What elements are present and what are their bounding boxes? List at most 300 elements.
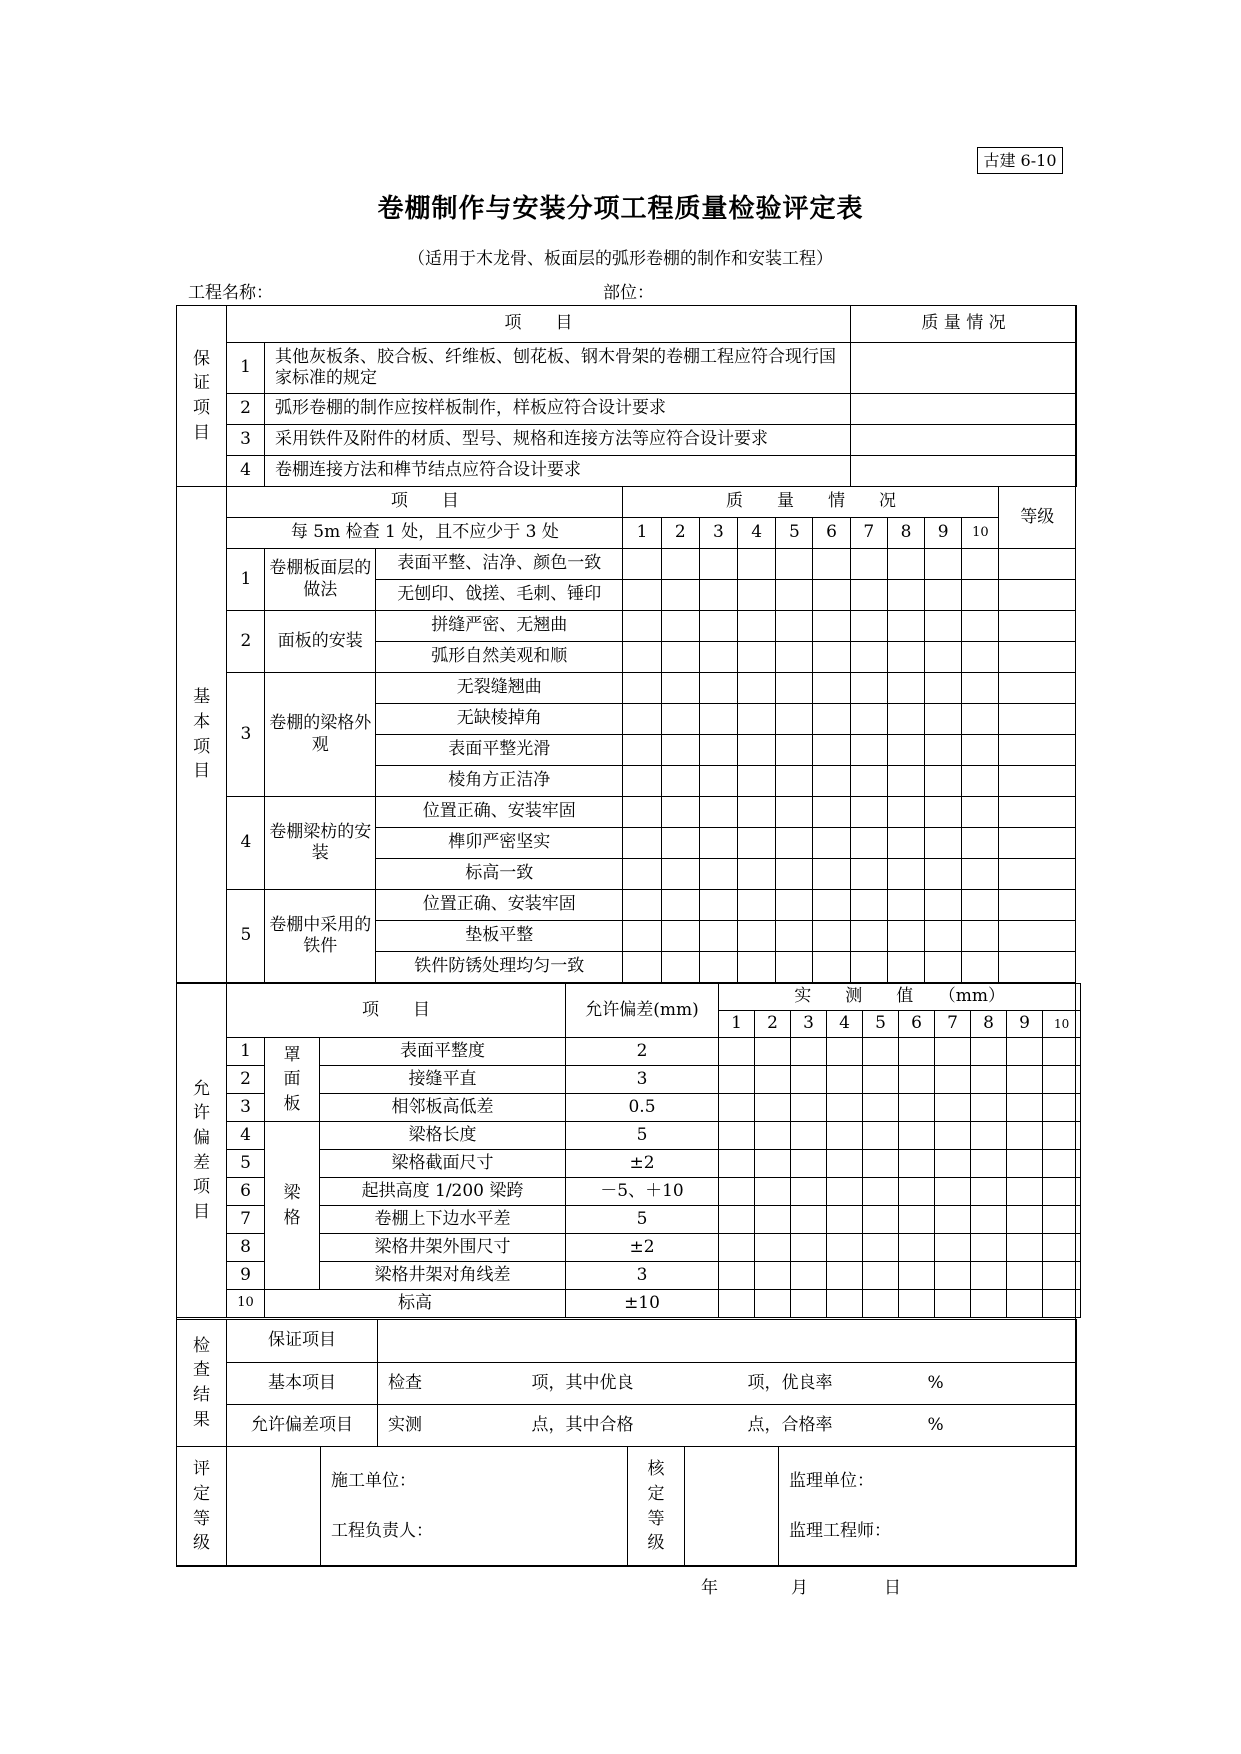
basic-cell[interactable] bbox=[925, 890, 962, 921]
result-basic-check: 检查 bbox=[378, 1363, 522, 1405]
basic-cell[interactable] bbox=[962, 859, 999, 890]
verify-grade-cell[interactable] bbox=[685, 1447, 779, 1567]
measured-cell[interactable] bbox=[827, 1234, 863, 1262]
result-tolerance-percent: % bbox=[928, 1405, 1077, 1447]
basic-cell[interactable] bbox=[623, 704, 661, 735]
basic-cell[interactable] bbox=[623, 828, 661, 859]
basic-cell[interactable] bbox=[887, 797, 924, 828]
tolerance-num: 3 bbox=[791, 1011, 827, 1038]
measured-cell[interactable] bbox=[791, 1234, 827, 1262]
basic-cell[interactable] bbox=[738, 890, 776, 921]
basic-group-name: 卷棚中采用的铁件 bbox=[265, 890, 376, 983]
basic-cell[interactable] bbox=[962, 797, 999, 828]
basic-cell[interactable] bbox=[699, 766, 737, 797]
basic-cell[interactable] bbox=[699, 580, 737, 611]
basic-grade-cell[interactable] bbox=[999, 828, 1076, 859]
measured-cell[interactable] bbox=[935, 1094, 971, 1122]
basic-sub-item: 棱角方正洁净 bbox=[376, 766, 623, 797]
measured-cell[interactable] bbox=[1043, 1038, 1081, 1066]
basic-cell[interactable] bbox=[925, 766, 962, 797]
measured-cell[interactable] bbox=[1043, 1234, 1081, 1262]
tolerance-row-item: 梁格井架对角线差 bbox=[320, 1262, 566, 1290]
basic-cell[interactable] bbox=[813, 642, 850, 673]
tolerance-num: 1 bbox=[719, 1011, 755, 1038]
basic-cell[interactable] bbox=[850, 549, 887, 580]
tolerance-col-allow: 允许偏差(mm) bbox=[566, 984, 719, 1038]
measured-cell[interactable] bbox=[719, 1094, 755, 1122]
basic-cell[interactable] bbox=[661, 828, 699, 859]
basic-grade-cell[interactable] bbox=[999, 704, 1076, 735]
measured-cell[interactable] bbox=[935, 1206, 971, 1234]
basic-cell[interactable] bbox=[962, 704, 999, 735]
verify-side-label: 核定等级 bbox=[628, 1447, 685, 1567]
measured-cell[interactable] bbox=[935, 1290, 971, 1318]
basic-grade-cell[interactable] bbox=[999, 890, 1076, 921]
basic-grade-cell[interactable] bbox=[999, 797, 1076, 828]
basic-grade-cell[interactable] bbox=[999, 549, 1076, 580]
basic-cell[interactable] bbox=[661, 673, 699, 704]
measured-cell[interactable] bbox=[971, 1206, 1007, 1234]
measured-cell[interactable] bbox=[755, 1038, 791, 1066]
tolerance-row-allow: ±2 bbox=[566, 1150, 719, 1178]
basic-cell[interactable] bbox=[850, 766, 887, 797]
measured-cell[interactable] bbox=[935, 1234, 971, 1262]
basic-cell[interactable] bbox=[813, 704, 850, 735]
basic-cell[interactable] bbox=[661, 859, 699, 890]
measured-cell[interactable] bbox=[935, 1066, 971, 1094]
basic-cell[interactable] bbox=[776, 952, 813, 983]
measured-cell[interactable] bbox=[719, 1066, 755, 1094]
measured-cell[interactable] bbox=[791, 1178, 827, 1206]
basic-cell[interactable] bbox=[661, 704, 699, 735]
basic-grade-cell[interactable] bbox=[999, 921, 1076, 952]
measured-cell[interactable] bbox=[1043, 1122, 1081, 1150]
basic-cell[interactable] bbox=[962, 611, 999, 642]
basic-cell[interactable] bbox=[776, 735, 813, 766]
measured-cell[interactable] bbox=[827, 1206, 863, 1234]
measured-cell[interactable] bbox=[719, 1122, 755, 1150]
basic-cell[interactable] bbox=[925, 952, 962, 983]
measured-cell[interactable] bbox=[719, 1290, 755, 1318]
measured-cell[interactable] bbox=[755, 1290, 791, 1318]
measured-cell[interactable] bbox=[899, 1066, 935, 1094]
measured-cell[interactable] bbox=[1007, 1066, 1043, 1094]
basic-cell[interactable] bbox=[850, 580, 887, 611]
evaluation-grade-cell[interactable] bbox=[227, 1447, 321, 1567]
measured-cell[interactable] bbox=[971, 1066, 1007, 1094]
result-guarantee-value[interactable] bbox=[378, 1320, 1077, 1363]
tolerance-row-item: 标高 bbox=[265, 1290, 566, 1318]
basic-cell[interactable] bbox=[925, 859, 962, 890]
measured-cell[interactable] bbox=[827, 1038, 863, 1066]
basic-cell[interactable] bbox=[887, 704, 924, 735]
basic-cell[interactable] bbox=[776, 704, 813, 735]
basic-cell[interactable] bbox=[850, 735, 887, 766]
measured-cell[interactable] bbox=[1007, 1150, 1043, 1178]
guarantee-row-text: 采用铁件及附件的材质、型号、规格和连接方法等应符合设计要求 bbox=[265, 425, 851, 456]
basic-cell[interactable] bbox=[962, 642, 999, 673]
basic-num: 9 bbox=[925, 518, 962, 549]
measured-cell[interactable] bbox=[935, 1150, 971, 1178]
measured-cell[interactable] bbox=[827, 1290, 863, 1318]
measured-cell[interactable] bbox=[1043, 1262, 1081, 1290]
basic-grade-cell[interactable] bbox=[999, 952, 1076, 983]
basic-cell[interactable] bbox=[738, 549, 776, 580]
basic-cell[interactable] bbox=[962, 549, 999, 580]
measured-cell[interactable] bbox=[791, 1290, 827, 1318]
basic-group-name: 面板的安装 bbox=[265, 611, 376, 673]
measured-cell[interactable] bbox=[755, 1150, 791, 1178]
basic-cell[interactable] bbox=[699, 890, 737, 921]
basic-cell[interactable] bbox=[962, 828, 999, 859]
basic-cell[interactable] bbox=[813, 611, 850, 642]
basic-cell[interactable] bbox=[776, 921, 813, 952]
measured-cell[interactable] bbox=[1007, 1094, 1043, 1122]
measured-cell[interactable] bbox=[1043, 1150, 1081, 1178]
basic-cell[interactable] bbox=[661, 580, 699, 611]
basic-cell[interactable] bbox=[623, 735, 661, 766]
measured-cell[interactable] bbox=[971, 1038, 1007, 1066]
evaluation-section bbox=[176, 1446, 1077, 1567]
basic-cell[interactable] bbox=[699, 797, 737, 828]
measured-cell[interactable] bbox=[1043, 1178, 1081, 1206]
measured-cell[interactable] bbox=[863, 1262, 899, 1290]
basic-cell[interactable] bbox=[623, 611, 661, 642]
measured-cell[interactable] bbox=[971, 1290, 1007, 1318]
basic-cell[interactable] bbox=[887, 611, 924, 642]
basic-cell[interactable] bbox=[813, 766, 850, 797]
basic-cell[interactable] bbox=[738, 642, 776, 673]
guarantee-quality-cell[interactable] bbox=[851, 456, 1077, 487]
measured-cell[interactable] bbox=[971, 1122, 1007, 1150]
basic-cell[interactable] bbox=[699, 921, 737, 952]
basic-cell[interactable] bbox=[813, 952, 850, 983]
measured-cell[interactable] bbox=[755, 1066, 791, 1094]
basic-cell[interactable] bbox=[850, 828, 887, 859]
measured-cell[interactable] bbox=[935, 1262, 971, 1290]
basic-cell[interactable] bbox=[623, 859, 661, 890]
basic-cell[interactable] bbox=[887, 952, 924, 983]
basic-cell[interactable] bbox=[776, 673, 813, 704]
basic-cell[interactable] bbox=[850, 673, 887, 704]
basic-cell[interactable] bbox=[887, 921, 924, 952]
basic-cell[interactable] bbox=[738, 766, 776, 797]
measured-cell[interactable] bbox=[1007, 1038, 1043, 1066]
measured-cell[interactable] bbox=[719, 1206, 755, 1234]
measured-cell[interactable] bbox=[827, 1178, 863, 1206]
measured-cell[interactable] bbox=[791, 1122, 827, 1150]
basic-sub-item: 表面平整、洁净、颜色一致 bbox=[376, 549, 623, 580]
basic-cell[interactable] bbox=[850, 859, 887, 890]
basic-grade-cell[interactable] bbox=[999, 580, 1076, 611]
basic-grade-cell[interactable] bbox=[999, 673, 1076, 704]
basic-cell[interactable] bbox=[850, 704, 887, 735]
tolerance-num: 2 bbox=[755, 1011, 791, 1038]
measured-cell[interactable] bbox=[863, 1178, 899, 1206]
basic-cell[interactable] bbox=[738, 673, 776, 704]
measured-cell[interactable] bbox=[935, 1122, 971, 1150]
measured-cell[interactable] bbox=[827, 1122, 863, 1150]
basic-cell[interactable] bbox=[661, 611, 699, 642]
basic-cell[interactable] bbox=[776, 549, 813, 580]
measured-cell[interactable] bbox=[791, 1262, 827, 1290]
measured-cell[interactable] bbox=[899, 1122, 935, 1150]
measured-cell[interactable] bbox=[791, 1150, 827, 1178]
basic-side-label: 基本项目 bbox=[177, 487, 227, 983]
basic-cell[interactable] bbox=[925, 611, 962, 642]
basic-cell[interactable] bbox=[925, 828, 962, 859]
basic-cell[interactable] bbox=[738, 580, 776, 611]
basic-cell[interactable] bbox=[813, 735, 850, 766]
basic-cell[interactable] bbox=[699, 859, 737, 890]
basic-cell[interactable] bbox=[623, 580, 661, 611]
measured-cell[interactable] bbox=[899, 1038, 935, 1066]
basic-cell[interactable] bbox=[699, 642, 737, 673]
tolerance-row-allow: 0.5 bbox=[566, 1094, 719, 1122]
basic-col-quality: 质 量 情 况 bbox=[623, 487, 999, 518]
basic-cell[interactable] bbox=[962, 735, 999, 766]
measured-cell[interactable] bbox=[1007, 1178, 1043, 1206]
basic-num: 8 bbox=[887, 518, 924, 549]
basic-grade-cell[interactable] bbox=[999, 735, 1076, 766]
basic-grade-cell[interactable] bbox=[999, 859, 1076, 890]
measured-cell[interactable] bbox=[719, 1038, 755, 1066]
basic-num: 2 bbox=[661, 518, 699, 549]
basic-cell[interactable] bbox=[661, 890, 699, 921]
project-leader-label: 工程负责人： bbox=[331, 1520, 433, 1541]
basic-cell[interactable] bbox=[813, 673, 850, 704]
measured-cell[interactable] bbox=[1007, 1234, 1043, 1262]
measured-cell[interactable] bbox=[755, 1206, 791, 1234]
basic-cell[interactable] bbox=[738, 735, 776, 766]
basic-cell[interactable] bbox=[623, 890, 661, 921]
measured-cell[interactable] bbox=[863, 1150, 899, 1178]
measured-cell[interactable] bbox=[899, 1234, 935, 1262]
basic-cell[interactable] bbox=[887, 673, 924, 704]
basic-cell[interactable] bbox=[962, 890, 999, 921]
basic-cell[interactable] bbox=[623, 797, 661, 828]
basic-cell[interactable] bbox=[887, 766, 924, 797]
basic-cell[interactable] bbox=[623, 952, 661, 983]
basic-cell[interactable] bbox=[661, 642, 699, 673]
measured-cell[interactable] bbox=[719, 1178, 755, 1206]
guarantee-quality-cell[interactable] bbox=[851, 425, 1077, 456]
measured-cell[interactable] bbox=[935, 1038, 971, 1066]
basic-cell[interactable] bbox=[813, 921, 850, 952]
measured-cell[interactable] bbox=[899, 1150, 935, 1178]
basic-cell[interactable] bbox=[850, 921, 887, 952]
measured-cell[interactable] bbox=[863, 1290, 899, 1318]
measured-cell[interactable] bbox=[935, 1178, 971, 1206]
measured-cell[interactable] bbox=[719, 1234, 755, 1262]
basic-cell[interactable] bbox=[887, 642, 924, 673]
guarantee-row-text: 弧形卷棚的制作应按样板制作，样板应符合设计要求 bbox=[265, 394, 851, 425]
guarantee-quality-cell[interactable] bbox=[851, 394, 1077, 425]
basic-cell[interactable] bbox=[925, 642, 962, 673]
basic-cell[interactable] bbox=[813, 890, 850, 921]
tolerance-num: 10 bbox=[1043, 1011, 1081, 1038]
measured-cell[interactable] bbox=[791, 1066, 827, 1094]
basic-cell[interactable] bbox=[738, 952, 776, 983]
measured-cell[interactable] bbox=[755, 1178, 791, 1206]
measured-cell[interactable] bbox=[899, 1262, 935, 1290]
guarantee-row-no: 3 bbox=[227, 425, 265, 456]
basic-cell[interactable] bbox=[699, 704, 737, 735]
basic-cell[interactable] bbox=[887, 580, 924, 611]
basic-grade-cell[interactable] bbox=[999, 642, 1076, 673]
measured-cell[interactable] bbox=[899, 1178, 935, 1206]
measured-cell[interactable] bbox=[827, 1262, 863, 1290]
basic-cell[interactable] bbox=[776, 797, 813, 828]
basic-cell[interactable] bbox=[776, 766, 813, 797]
basic-group-no: 5 bbox=[227, 890, 265, 983]
measured-cell[interactable] bbox=[791, 1038, 827, 1066]
basic-grade-cell[interactable] bbox=[999, 611, 1076, 642]
basic-cell[interactable] bbox=[738, 704, 776, 735]
basic-cell[interactable] bbox=[776, 890, 813, 921]
measured-cell[interactable] bbox=[863, 1038, 899, 1066]
basic-cell[interactable] bbox=[925, 921, 962, 952]
basic-cell[interactable] bbox=[623, 921, 661, 952]
measured-cell[interactable] bbox=[1007, 1122, 1043, 1150]
basic-cell[interactable] bbox=[661, 766, 699, 797]
basic-cell[interactable] bbox=[699, 673, 737, 704]
basic-cell[interactable] bbox=[962, 921, 999, 952]
basic-cell[interactable] bbox=[738, 921, 776, 952]
basic-cell[interactable] bbox=[738, 611, 776, 642]
measured-cell[interactable] bbox=[971, 1234, 1007, 1262]
measured-cell[interactable] bbox=[791, 1094, 827, 1122]
basic-cell[interactable] bbox=[776, 828, 813, 859]
basic-cell[interactable] bbox=[850, 797, 887, 828]
basic-cell[interactable] bbox=[925, 673, 962, 704]
basic-cell[interactable] bbox=[699, 952, 737, 983]
measured-cell[interactable] bbox=[1007, 1262, 1043, 1290]
basic-cell[interactable] bbox=[850, 611, 887, 642]
basic-cell[interactable] bbox=[887, 735, 924, 766]
basic-cell[interactable] bbox=[623, 549, 661, 580]
measured-cell[interactable] bbox=[863, 1122, 899, 1150]
measured-cell[interactable] bbox=[899, 1206, 935, 1234]
measured-cell[interactable] bbox=[899, 1290, 935, 1318]
basic-cell[interactable] bbox=[962, 766, 999, 797]
basic-cell[interactable] bbox=[776, 859, 813, 890]
basic-cell[interactable] bbox=[887, 859, 924, 890]
tolerance-section bbox=[176, 983, 1081, 1318]
basic-cell[interactable] bbox=[623, 673, 661, 704]
measured-cell[interactable] bbox=[863, 1206, 899, 1234]
project-name-label: 工程名称： bbox=[188, 283, 273, 303]
basic-col-grade: 等级 bbox=[999, 487, 1076, 549]
basic-group-no: 2 bbox=[227, 611, 265, 673]
measured-cell[interactable] bbox=[863, 1094, 899, 1122]
basic-cell[interactable] bbox=[850, 890, 887, 921]
basic-cell[interactable] bbox=[699, 611, 737, 642]
measured-cell[interactable] bbox=[827, 1094, 863, 1122]
basic-cell[interactable] bbox=[776, 611, 813, 642]
basic-cell[interactable] bbox=[623, 766, 661, 797]
basic-cell[interactable] bbox=[850, 952, 887, 983]
measured-cell[interactable] bbox=[971, 1262, 1007, 1290]
tolerance-row-no: 9 bbox=[227, 1262, 265, 1290]
basic-grade-cell[interactable] bbox=[999, 766, 1076, 797]
basic-cell[interactable] bbox=[925, 735, 962, 766]
tolerance-row-no: 6 bbox=[227, 1178, 265, 1206]
measured-cell[interactable] bbox=[755, 1122, 791, 1150]
basic-cell[interactable] bbox=[661, 549, 699, 580]
measured-cell[interactable] bbox=[971, 1094, 1007, 1122]
measured-cell[interactable] bbox=[863, 1234, 899, 1262]
guarantee-quality-cell[interactable] bbox=[851, 343, 1077, 394]
basic-cell[interactable] bbox=[661, 735, 699, 766]
basic-cell[interactable] bbox=[813, 549, 850, 580]
basic-cell[interactable] bbox=[962, 673, 999, 704]
measured-cell[interactable] bbox=[719, 1262, 755, 1290]
basic-cell[interactable] bbox=[887, 549, 924, 580]
basic-cell[interactable] bbox=[813, 828, 850, 859]
basic-cell[interactable] bbox=[962, 952, 999, 983]
guarantee-row-text: 其他灰板条、胶合板、纤维板、刨花板、钢木骨架的卷棚工程应符合现行国家标准的规定 bbox=[265, 343, 851, 394]
basic-cell[interactable] bbox=[776, 642, 813, 673]
basic-cell[interactable] bbox=[887, 828, 924, 859]
measured-cell[interactable] bbox=[719, 1150, 755, 1178]
basic-cell[interactable] bbox=[699, 549, 737, 580]
measured-cell[interactable] bbox=[791, 1206, 827, 1234]
basic-cell[interactable] bbox=[925, 580, 962, 611]
basic-cell[interactable] bbox=[887, 890, 924, 921]
basic-cell[interactable] bbox=[738, 859, 776, 890]
basic-cell[interactable] bbox=[738, 828, 776, 859]
tolerance-num: 7 bbox=[935, 1011, 971, 1038]
measured-cell[interactable] bbox=[827, 1066, 863, 1094]
basic-cell[interactable] bbox=[623, 642, 661, 673]
basic-cell[interactable] bbox=[925, 704, 962, 735]
basic-cell[interactable] bbox=[925, 549, 962, 580]
measured-cell[interactable] bbox=[1043, 1290, 1081, 1318]
measured-cell[interactable] bbox=[971, 1150, 1007, 1178]
basic-cell[interactable] bbox=[661, 797, 699, 828]
basic-cell[interactable] bbox=[699, 828, 737, 859]
measured-cell[interactable] bbox=[1043, 1066, 1081, 1094]
basic-cell[interactable] bbox=[925, 797, 962, 828]
basic-cell[interactable] bbox=[661, 952, 699, 983]
basic-group-no: 3 bbox=[227, 673, 265, 797]
measured-cell[interactable] bbox=[971, 1178, 1007, 1206]
measured-cell[interactable] bbox=[1007, 1206, 1043, 1234]
measured-cell[interactable] bbox=[755, 1262, 791, 1290]
measured-cell[interactable] bbox=[755, 1234, 791, 1262]
tolerance-row-no: 7 bbox=[227, 1206, 265, 1234]
basic-cell[interactable] bbox=[850, 642, 887, 673]
basic-cell[interactable] bbox=[776, 580, 813, 611]
basic-cell[interactable] bbox=[738, 797, 776, 828]
basic-cell[interactable] bbox=[699, 735, 737, 766]
measured-cell[interactable] bbox=[1007, 1290, 1043, 1318]
measured-cell[interactable] bbox=[1043, 1206, 1081, 1234]
measured-cell[interactable] bbox=[863, 1066, 899, 1094]
guarantee-row-no: 1 bbox=[227, 343, 265, 394]
basic-cell[interactable] bbox=[813, 580, 850, 611]
basic-cell[interactable] bbox=[813, 797, 850, 828]
tolerance-row-allow: －5、＋10 bbox=[566, 1178, 719, 1206]
measured-cell[interactable] bbox=[899, 1094, 935, 1122]
measured-cell[interactable] bbox=[827, 1150, 863, 1178]
basic-cell[interactable] bbox=[661, 921, 699, 952]
basic-cell[interactable] bbox=[962, 580, 999, 611]
measured-cell[interactable] bbox=[755, 1094, 791, 1122]
basic-cell[interactable] bbox=[813, 859, 850, 890]
measured-cell[interactable] bbox=[1043, 1094, 1081, 1122]
